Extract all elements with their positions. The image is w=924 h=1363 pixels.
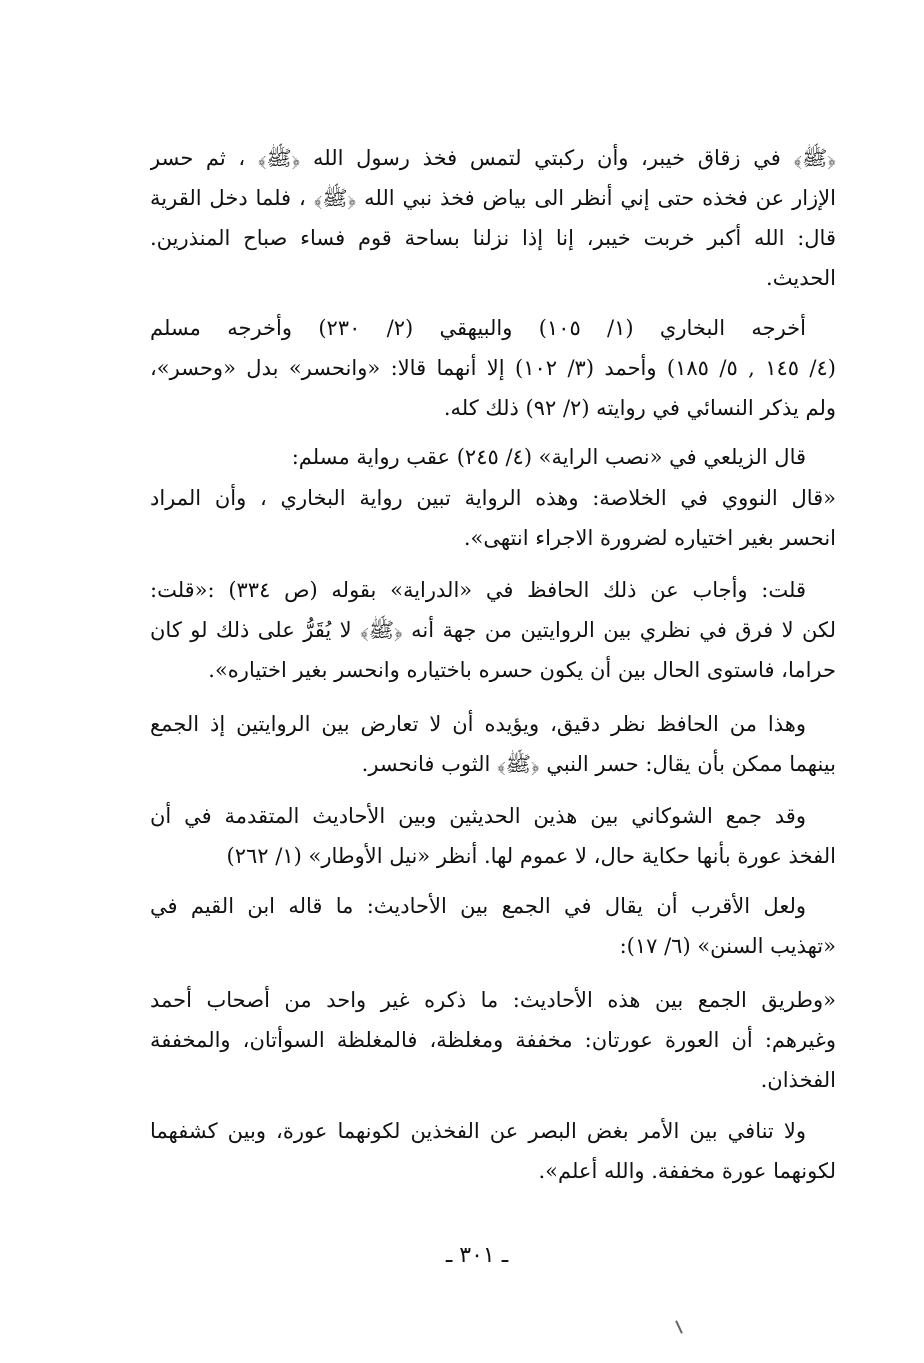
paragraph-hafiz-answer (150, 570, 836, 690)
text-line: «وطريق الجمع بين هذه الأحاديث: ما ذكره غير واحد من أصحاب أحمد (150, 988, 836, 1012)
paragraph-reconciliation (150, 704, 836, 784)
text-line: ولعل الأقرب أن يقال في الجمع بين الأحاديث: ما قاله ابن القيم في (150, 894, 806, 918)
paragraph-ibn-qayyim (150, 886, 836, 966)
text-line: قال الزيلعي في «نصب الراية» (٤/ ٢٤٥) عقب رواية مسلم: (291, 445, 806, 469)
text-line: وهذا من الحافظ نظر دقيق، ويؤيده أن لا تعارض بين الروايتين إذ الجمع (150, 712, 806, 736)
paragraph-ibn-qayyim-quote (150, 980, 836, 1100)
text-line: ﴿ﷺ﴾ في زقاق خيبر، وأن ركبتي لتمس فخذ رسول الله ﴿ﷺ﴾ ، ثم حسر (150, 146, 836, 170)
paragraph-shawkani (150, 796, 836, 876)
text-line: قال: الله أكبر خربت خيبر، إنا إذا نزلنا بساحة قوم فساء صباح المنذرين. (150, 226, 836, 250)
text-line: أخرجه البخاري (١/ ١٠٥) والبيهقي (٢/ ٢٣٠) وأخرجه مسلم (150, 316, 806, 340)
text-line: الإزار عن فخذه حتى إني أنظر الى بياض فخذ نبي الله ﴿ﷺ﴾ ، فلما دخل القرية (150, 186, 836, 210)
paragraph-zaylai (150, 437, 836, 477)
text-line: وقد جمع الشوكاني بين هذين الحديثين وبين الأحاديث المتقدمة في أن (150, 804, 806, 828)
paragraph-takhrij (150, 308, 836, 428)
text-line: (٤/ ١٤٥ , ٥/ ١٨٥) وأحمد (٣/ ١٠٢) إلا أنهما قالا: «وانحسر» بدل «وحسر»، (150, 356, 836, 380)
text-line: الحديث. (766, 266, 836, 290)
text-line: ولا تنافي بين الأمر بغض البصر عن الفخذين لكونهما عورة، وبين كشفهما (150, 1119, 806, 1143)
text-line: ولم يذكر النسائي في روايته (٢/ ٩٢) ذلك كله. (443, 396, 836, 420)
text-line: «قال النووي في الخلاصة: وهذه الرواية تبين رواية البخاري ، وأن المراد (150, 486, 836, 510)
paragraph-conclusion (150, 1111, 836, 1191)
paragraph-hadith-end (150, 138, 836, 298)
text-line: قلت: وأجاب عن ذلك الحافظ في «الدراية» بقوله (ص ٣٣٤) :«قلت: (150, 578, 806, 602)
text-line: الفخذ عورة بأنها حكاية حال، لا عموم لها. أنظر «نيل الأوطار» (١/ ٢٦٢) (226, 844, 836, 868)
text-line: لكن لا فرق في نظري بين الروايتين من جهة أنه ﴿ﷺ﴾ لا يُقَرُّ على ذلك لو كان (150, 618, 836, 642)
scan-artifact-mark (675, 1320, 683, 1334)
text-line: لكونهما عورة مخففة. والله أعلم». (538, 1159, 836, 1183)
text-line: حراما، فاستوى الحال بين أن يكون حسره باختياره وانحسر بغير اختياره». (208, 658, 836, 682)
text-line: وغيرهم: أن العورة عورتان: مخففة ومغلظة، فالمغلظة السوأتان، والمخففة (150, 1028, 836, 1052)
text-line: انحسر بغير اختياره لضرورة الاجراء انتهى». (463, 526, 836, 550)
text-line: «تهذيب السنن» (٦/ ١٧): (619, 934, 836, 958)
paragraph-nawawi-quote (150, 478, 836, 558)
text-line: بينهما ممكن بأن يقال: حسر النبي ﴿ﷺ﴾ الثوب فانحسر. (361, 752, 836, 776)
text-line: الفخذان. (760, 1068, 836, 1092)
page-number: ـ ٣٠١ ـ (445, 1243, 509, 1268)
